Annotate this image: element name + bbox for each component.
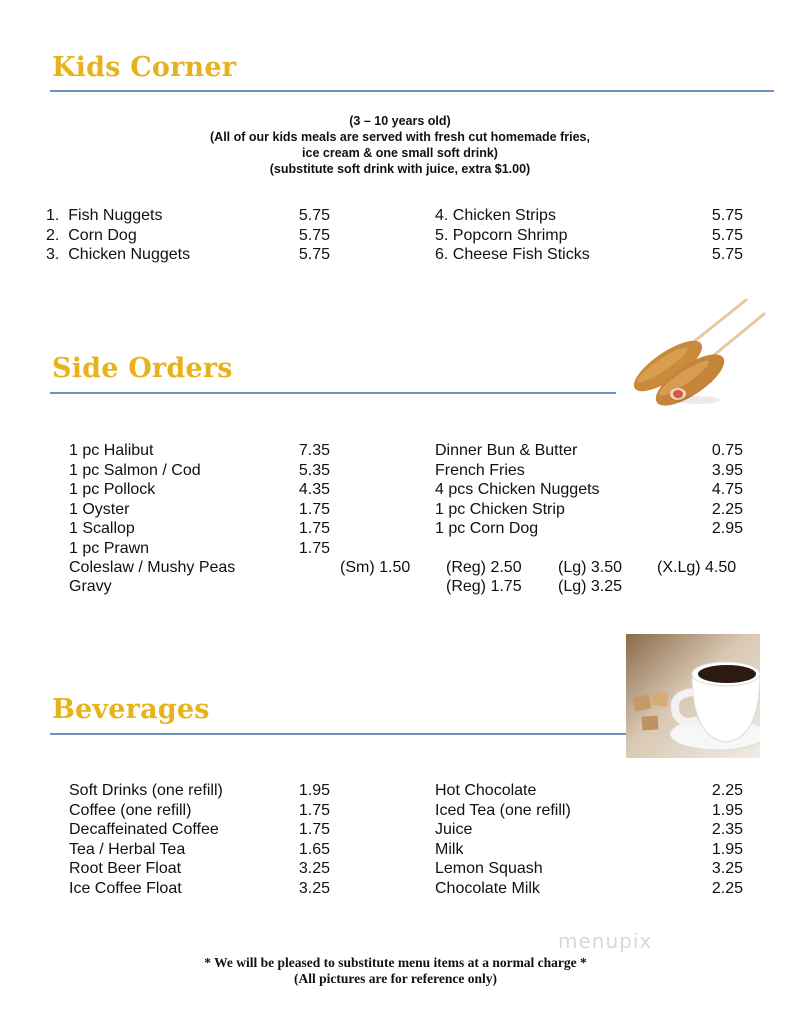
menu-item — [435, 480, 743, 500]
item-name: 4 pcs Chicken Nuggets — [435, 481, 600, 498]
menu-item — [435, 500, 743, 520]
item-price: 1.75 — [298, 539, 330, 557]
item-price: 2.95 — [711, 520, 743, 537]
menu-item — [69, 519, 330, 539]
gravy-large-price: (Lg) 3.25 — [558, 578, 623, 595]
item-price: 3.25 — [711, 860, 743, 877]
item-price: 3.25 — [298, 879, 330, 897]
menu-item — [435, 859, 743, 879]
menupix-watermark: menupix — [558, 929, 653, 953]
menu-item — [69, 500, 330, 520]
item-name: Decaffeinated Coffee — [69, 821, 219, 838]
beverages-title: Beverages — [52, 694, 210, 725]
item-price: 1.95 — [711, 801, 743, 819]
item-name: 1 pc Chicken Strip — [435, 500, 565, 518]
item-price: 5.75 — [298, 246, 330, 263]
item-price: 5.35 — [298, 461, 330, 479]
beverages-rule — [50, 733, 626, 735]
sides-left-list — [69, 441, 330, 558]
menu-item — [435, 781, 743, 801]
item-name: French Fries — [435, 461, 525, 479]
item-price: 1.75 — [298, 500, 330, 518]
item-price: 1.75 — [298, 520, 330, 537]
menu-item — [46, 245, 330, 265]
item-price: 2.35 — [711, 821, 743, 838]
kids-right-list — [435, 206, 743, 265]
menu-item — [435, 441, 743, 461]
gravy-name: Gravy — [69, 578, 112, 595]
item-price: 4.75 — [711, 481, 743, 498]
item-price: 5.75 — [711, 246, 743, 263]
menu-item — [46, 226, 330, 246]
menu-item — [435, 461, 743, 481]
kids-corner-title: Kids Corner — [52, 52, 237, 83]
item-price: 0.75 — [711, 442, 743, 459]
coleslaw-regular-price: (Reg) 2.50 — [446, 559, 522, 576]
menu-item — [435, 226, 743, 246]
menu-item — [435, 245, 743, 265]
item-name: 1 Scallop — [69, 520, 135, 537]
item-name: Hot Chocolate — [435, 782, 537, 799]
item-price: 5.75 — [298, 226, 330, 244]
menu-item — [46, 206, 330, 226]
item-price: 1.95 — [298, 782, 330, 799]
menu-item — [69, 461, 330, 481]
menu-item — [69, 879, 330, 899]
corn-dog-image — [628, 296, 768, 408]
item-name: 4. Chicken Strips — [435, 207, 556, 224]
beverages-left-list — [69, 781, 330, 898]
side-orders-rule — [50, 392, 616, 394]
sides-right-list — [435, 441, 743, 539]
coleslaw-xlarge-price: (X.Lg) 4.50 — [657, 559, 737, 576]
side-orders-title: Side Orders — [52, 353, 233, 384]
item-price: 2.25 — [711, 500, 743, 518]
menu-item — [435, 840, 743, 860]
kids-corner-rule — [50, 90, 774, 92]
item-price: 1.95 — [711, 840, 743, 858]
item-price: 1.75 — [298, 801, 330, 819]
footer-notes — [100, 955, 691, 987]
item-price: 1.65 — [298, 840, 330, 858]
coleslaw-name: Coleslaw / Mushy Peas — [69, 559, 236, 576]
coleslaw-large-price: (Lg) 3.50 — [558, 559, 623, 576]
footer-substitute-note: * We will be pleased to substitute menu items at a normal charge * — [204, 955, 587, 970]
item-name: Root Beer Float — [69, 860, 182, 877]
item-price: 1.75 — [298, 821, 330, 838]
item-price: 7.35 — [298, 442, 330, 459]
item-name: 1 pc Prawn — [69, 539, 150, 557]
menu-item — [435, 206, 743, 226]
item-name: Lemon Squash — [435, 860, 543, 877]
menu-item — [69, 801, 330, 821]
item-name: 1 pc Corn Dog — [435, 520, 539, 537]
item-name: Tea / Herbal Tea — [69, 840, 186, 858]
item-name: Soft Drinks (one refill) — [69, 782, 223, 799]
menu-item — [435, 801, 743, 821]
kids-note-includes-cont: ice cream & one small soft drink) — [302, 146, 498, 160]
footer-pictures-note: (All pictures are for reference only) — [293, 971, 498, 986]
kids-note-juice: (substitute soft drink with juice, extra $1.00) — [269, 162, 531, 176]
item-name: 1. Fish Nuggets — [46, 207, 163, 224]
item-name: Chocolate Milk — [435, 879, 540, 897]
coffee-cup-image — [626, 634, 760, 758]
item-price: 5.75 — [298, 207, 330, 224]
item-name: 6. Cheese Fish Sticks — [435, 246, 590, 263]
item-price: 3.25 — [298, 860, 330, 877]
gravy-regular-price: (Reg) 1.75 — [446, 578, 522, 595]
menu-item — [435, 820, 743, 840]
item-price: 3.95 — [711, 461, 743, 479]
item-name: Milk — [435, 840, 464, 858]
item-price: 2.25 — [711, 879, 743, 897]
item-price: 5.75 — [711, 226, 743, 244]
menu-item — [435, 519, 743, 539]
beverages-right-list — [435, 781, 743, 898]
menu-item — [69, 840, 330, 860]
menu-item — [69, 820, 330, 840]
kids-note-includes: (All of our kids meals are served with fresh cut homemade fries, — [210, 130, 590, 144]
item-name: Juice — [435, 821, 473, 838]
item-price: 4.35 — [298, 481, 330, 498]
menu-item — [69, 781, 330, 801]
menu-item — [435, 879, 743, 899]
menu-item — [69, 441, 330, 461]
item-name: Dinner Bun & Butter — [435, 442, 578, 459]
item-name: Ice Coffee Float — [69, 879, 182, 897]
item-name: 3. Chicken Nuggets — [46, 246, 191, 263]
item-name: 1 pc Pollock — [69, 481, 156, 498]
item-price: 5.75 — [711, 207, 743, 224]
menu-item — [69, 859, 330, 879]
item-name: Iced Tea (one refill) — [435, 801, 571, 819]
kids-left-list — [46, 206, 330, 265]
kids-note-age: (3 – 10 years old) — [349, 114, 451, 128]
coleslaw-small-price: (Sm) 1.50 — [340, 559, 411, 576]
item-name: 5. Popcorn Shrimp — [435, 226, 568, 244]
item-name: 1 pc Halibut — [69, 442, 154, 459]
item-name: 1 Oyster — [69, 500, 130, 518]
item-name: Coffee (one refill) — [69, 801, 192, 819]
item-name: 2. Corn Dog — [46, 226, 137, 244]
menu-item — [69, 480, 330, 500]
item-name: 1 pc Salmon / Cod — [69, 461, 201, 479]
item-price: 2.25 — [711, 782, 743, 799]
kids-notes — [140, 113, 660, 177]
menu-item — [69, 539, 330, 559]
